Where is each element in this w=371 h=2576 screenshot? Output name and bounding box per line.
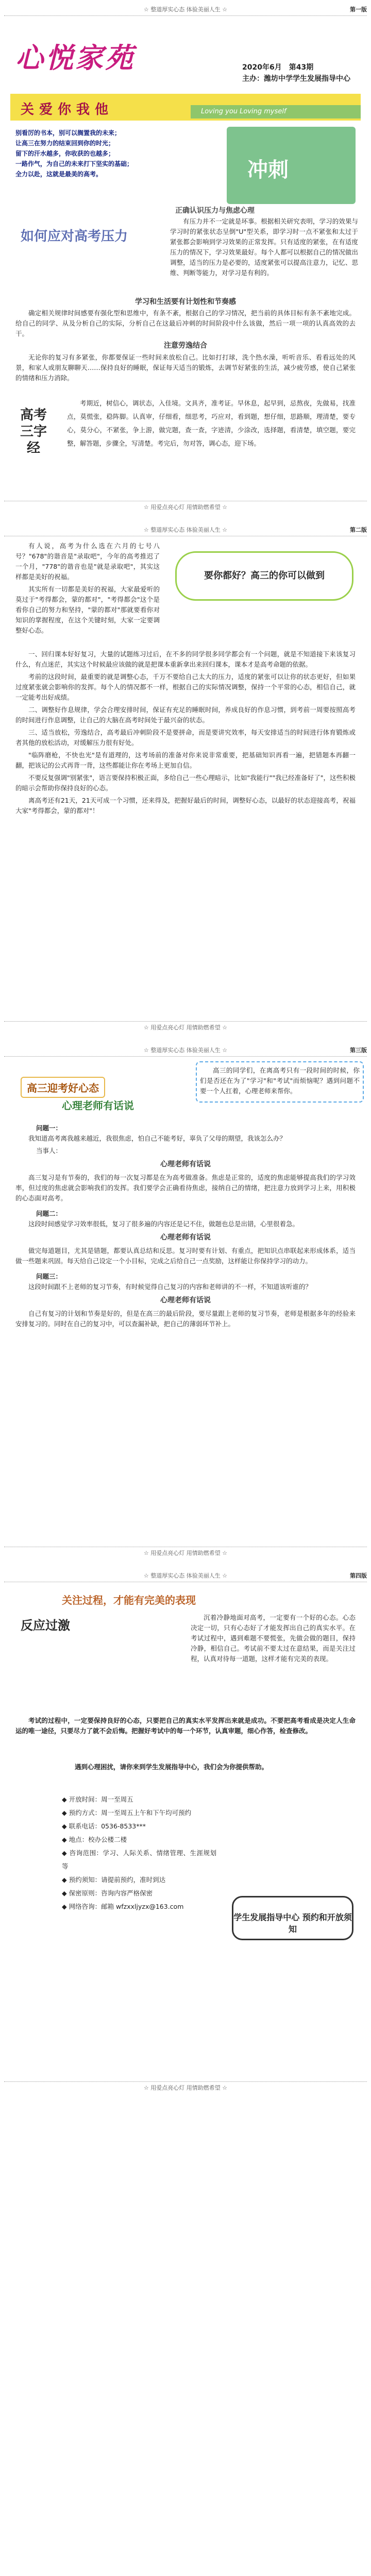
reaction-box-title: 反应过激 <box>21 1618 70 1633</box>
para-2: 确定相关规律时间感要有强化型和思维中，有条不紊，根据自己的学习情况，把当前的具体目标有条不紊地完成。给自己的同学、从及分析自己的实际，分析自己在这最后冲刺的时间阶段中什么该做，然后一项一项的认真高效的去干。 <box>15 309 356 337</box>
page-4 <box>0 1566 371 2096</box>
para-3: 无论你的复习有多紧张，你都要保证一些时间来放松自己。比如打打球，洗个热水澡，听听音乐、看看远处的风景，和家人或朋友聊聊天……保持良好的睡眠，保证每天适当的锻炼，去调节好紧张的生活，减少疲劳感，使自己紧张的情绪和压力消除。 <box>15 353 356 382</box>
page-footer: ☆ 用爱点亮心灯 用情助燃希望 ☆ <box>4 2081 367 2093</box>
info-list: ◆ 开放时间：周一至周五 ◆ 预约方式：周一至周五上午和下午均可预约 ◆ 联系电话：0536-8533*** ◆ 地点：校办公楼二楼 ◆ 咨询范围：学习、人际关系、情绪管理、生涯规划等 ◆ 预约须知：请提前预约，准时到达 ◆ 保密原则：咨询内容严格保密 ◆ 网络咨询：邮箱 wfzxxljyzx@163.com <box>62 1795 216 1910</box>
q3-text: 这段时间跟不上老师的复习节奏，有时候觉得自己复习的内容和老师讲的不一样，不知道该听谁的？ <box>28 1283 312 1291</box>
page-label: 第一版 <box>350 6 367 13</box>
q2-text: 这段时间感觉学习效率很低，复习了很多遍的内容还是记不住，做题也总是出错，心里很着急。 <box>28 1220 299 1228</box>
page-footer: ☆ 用爱点亮心灯 用情助燃希望 ☆ <box>4 501 367 512</box>
page-header: ☆ 整道厚实心态 体验美丽人生 ☆ 第四版 <box>4 1570 367 1582</box>
q1-label: 问题一： <box>36 1124 62 1132</box>
bold-para: 考试的过程中，一定要保持良好的心态，只要把自己的真实水平发挥出来就是成功。不要把高考看成是决定人生命运的唯一途径，只要尽力了就不会后悔。把握好考试中的每一个环节，认真审题，细心作答，检查修改。 <box>15 1717 356 1735</box>
a2-text: 做完每道题目，尤其是错题，都要认真总结和反思。复习时要有计划、有重点，把知识点串联起来形成体系，适当做一些题来巩固。每天给自己设定一个小目标，完成之后给自己一点奖励，这样能让你保持学习的动力。 <box>15 1247 356 1265</box>
page-2 <box>0 520 371 1036</box>
masthead-issue: 2020年6月 第43期 主办：潍坊中学学生发展指导中心 <box>242 63 350 83</box>
page-label: 第三版 <box>350 1047 367 1054</box>
intro-box: 高三的同学们，在离高考只有一段时间的时候，你们是否还在为了"学习"和"考试"而烦恼呢？遇到问题不要一个人扛着，心理老师来帮你。 <box>196 1061 364 1103</box>
banner-text: 要你都好？高三的你可以做到 <box>204 570 325 581</box>
a2-title: 心理老师有话说 <box>160 1233 211 1242</box>
a1-title: 心理老师有话说 <box>160 1160 211 1168</box>
banner-bubble <box>175 551 353 601</box>
page-header: ☆ 整道厚实心态 体验美丽人生 ☆ 第二版 <box>4 524 367 536</box>
keyword-text: 考期近，树信心，调状态，入佳境。文具齐，准考证。早休息，起早到，忌熬夜，先做易，找准点，莫慌张，稳阵脚。认真审，仔细看，细思考，巧应对，看到题，想仔细，思路顺，理清楚，要专心，莫分心，不紧张，争上游，做完题，查一查，字迹清，少涂改，选择题，看清楚，填空题，要完整，解答题，步骤全，写清楚。考完后，勿对答，调心态，迎下场。 <box>67 399 356 447</box>
subtitle: 正确认识压力与焦虑心理 <box>175 207 255 215</box>
q3-label: 问题三： <box>36 1273 62 1280</box>
q1-tag: 当事人： <box>36 1147 62 1155</box>
para-1: 有压力并不一定就是坏事。根据相关研究表明，学习的效果与学习时的紧张状态呈倒"U"型关系，即学习时一点不紧张和太过于紧张都会影响到学习效果的正常发挥。只有适度的紧张，在有适度压力的情况下，学习效果最好。每个人都可以根据自己的情况做出调整，适当的压力是必要的，适度紧张可以提高注意力，记忆、思维、判断等能力，对学习是有利的。 <box>170 217 358 277</box>
heading-3: 注意劳逸结合 <box>164 342 207 350</box>
a3-text: 自己有复习的计划和节奏是好的，但是在高三的最后阶段，要尽量跟上老师的复习节奏，老师是根据多年的经验来安排复习的。同时在自己的复习中，可以查漏补缺，把自己的薄弱环节补上。 <box>15 1310 356 1328</box>
box-title: 高三迎考好心态 <box>21 1077 105 1098</box>
a1-text: 高三复习是有节奏的，我们的每一次复习都是在为高考做准备。焦虑是正常的，适度的焦虑能够提高我们的学习效率，但过度的焦虑就会影响我们的发挥。我们要学会正确看待焦虑，接纳自己的情绪，把注意力放到学习上来，用积极的心态面对高考。 <box>15 1174 356 1202</box>
page-footer: ☆ 用爱点亮心灯 用情助燃希望 ☆ <box>4 1021 367 1032</box>
info-intro: 遇到心理困扰，请你来到学生发展指导中心，我们会为你提供帮助。 <box>75 1763 268 1771</box>
q1-text: 我知道高考离我越来越近，我很焦虑，怕自己不能考好，辜负了父母的期望，我该怎么办？ <box>28 1134 286 1142</box>
slogan-main: 关爱你我他 <box>21 102 114 117</box>
qa-section <box>15 1123 356 1331</box>
page-header: ☆ 整道厚实心态 体验美丽人生 ☆ 第三版 <box>4 1045 367 1057</box>
page-3 <box>0 1041 371 1561</box>
slogan-banner <box>10 94 361 121</box>
page-label: 第二版 <box>350 527 367 533</box>
keyword-title: 高考三字经 <box>20 408 47 456</box>
slogan-band: Loving you Loving myself <box>191 105 361 118</box>
sub-banner: 心理老师有话说 <box>62 1099 134 1112</box>
page-1 <box>0 0 371 515</box>
page2-body: 一、回归课本好好复习，大量的试题练习过后，在不多的同学很多同学都会有一个问题，就是不知道接下来该复习什么，有点迷茫，其实这个时候最应该做的就是把课本重新拿出来回归课本，课本才是高考命题的依据。 考前的这段时间，最重要的就是调整心态，千万不要给自己太大的压力，适度的紧张可以让你的状态更好，但如果过度紧张就会影响你的发挥。每个人的情况都不一样，根据自己的实际情况调整，保持一个平常的心态，相信自己，就一定能考出好成绩。 二、调整好作息规律，学会合理安排时间，保证有充足的睡眠时间，养成良好的作息习惯，到考前一周要按照高考的时间进行作息调整，让自己的大脑在高考时间处于最兴奋的状态。 三、适当放松，劳逸结合，高考最后冲刺阶段不是要拼命，而是要讲究效率，每天安排适当的时间进行体育锻炼或者其他的放松活动，对缓解压力很有好处。 "临阵磨枪，不快也光"是有道理的，这考场前的准备对你来说非常重要，把基础知识再看一遍，把错题本再翻一翻，把该记的公式再背一背，这些都能让你在考场上更加自信。 不要反复强调"别紧张"，语言要保持积极正面，多给自己一些心理暗示，比如"我能行""我已经准备好了"，这些积极的暗示会帮助你保持良好的心态。 离高考还有21天，21天可成一个习惯，还来得及，把握好最后的时间，调整好心态，以最好的状态迎接高考，祝福大家"考得都会，蒙的都对"！ <box>15 650 356 815</box>
main-title: 如何应对高考压力 <box>21 229 128 244</box>
page2-intro: 有人说，高考为什么选在六月的七号八号？"678"的谐音是"录取吧"，今年的高考推迟了一个月，"778"的谐音也是"就是录取吧"，其实这样都是美好的祝福。 其实所有一切都是美好的祝福，大家最爱听的莫过于"考得都会，蒙的都对"，"考得都会"这个是看你自己的努力和坚持，"蒙的都对"那就要看你对知识的掌握程度，在这个关键时刻，大家一定要调整好心态。 <box>15 542 160 634</box>
a3-title: 心理老师有话说 <box>160 1296 211 1304</box>
heading-2: 学习和生活要有计划性和节奏感 <box>135 298 236 306</box>
q2-label: 问题二： <box>36 1210 62 1217</box>
page-label: 第四版 <box>350 1572 367 1579</box>
page-header: ☆ 整道厚实心态 体验美丽人生 ☆ 第一版 <box>4 4 367 16</box>
page-footer: ☆ 用爱点亮心灯 用情助燃希望 ☆ <box>4 1547 367 1558</box>
exam-illustration: 冲刺 <box>227 127 356 204</box>
center-badge: 学生发展指导中心 预约和开放须知 <box>232 1896 353 1940</box>
poem-block: 别看厉的书本，别可以搁置我的未来； 让高三在努力的结束回到你的时光； 留下的汗水越多，你收获的也越多； 一路作气，为自己的未来打下坚实的基础； 全力以赴，这就是最美的高考。 <box>15 129 133 178</box>
page4-title: 关注过程，才能有完美的表现 <box>62 1594 196 1606</box>
reaction-text: 沉着冷静地面对高考，一定要有一个好的心态。心态决定一切，只有心态好了才能发挥出自己的真实水平。在考试过程中，遇到难题不要慌张，先做会做的题目，保持冷静，相信自己。考试前不要太过在意结果，而是关注过程，认真对待每一道题，这样才能有完美的表现。 <box>191 1614 356 1663</box>
masthead-logo: 心悦家苑 <box>15 42 135 74</box>
